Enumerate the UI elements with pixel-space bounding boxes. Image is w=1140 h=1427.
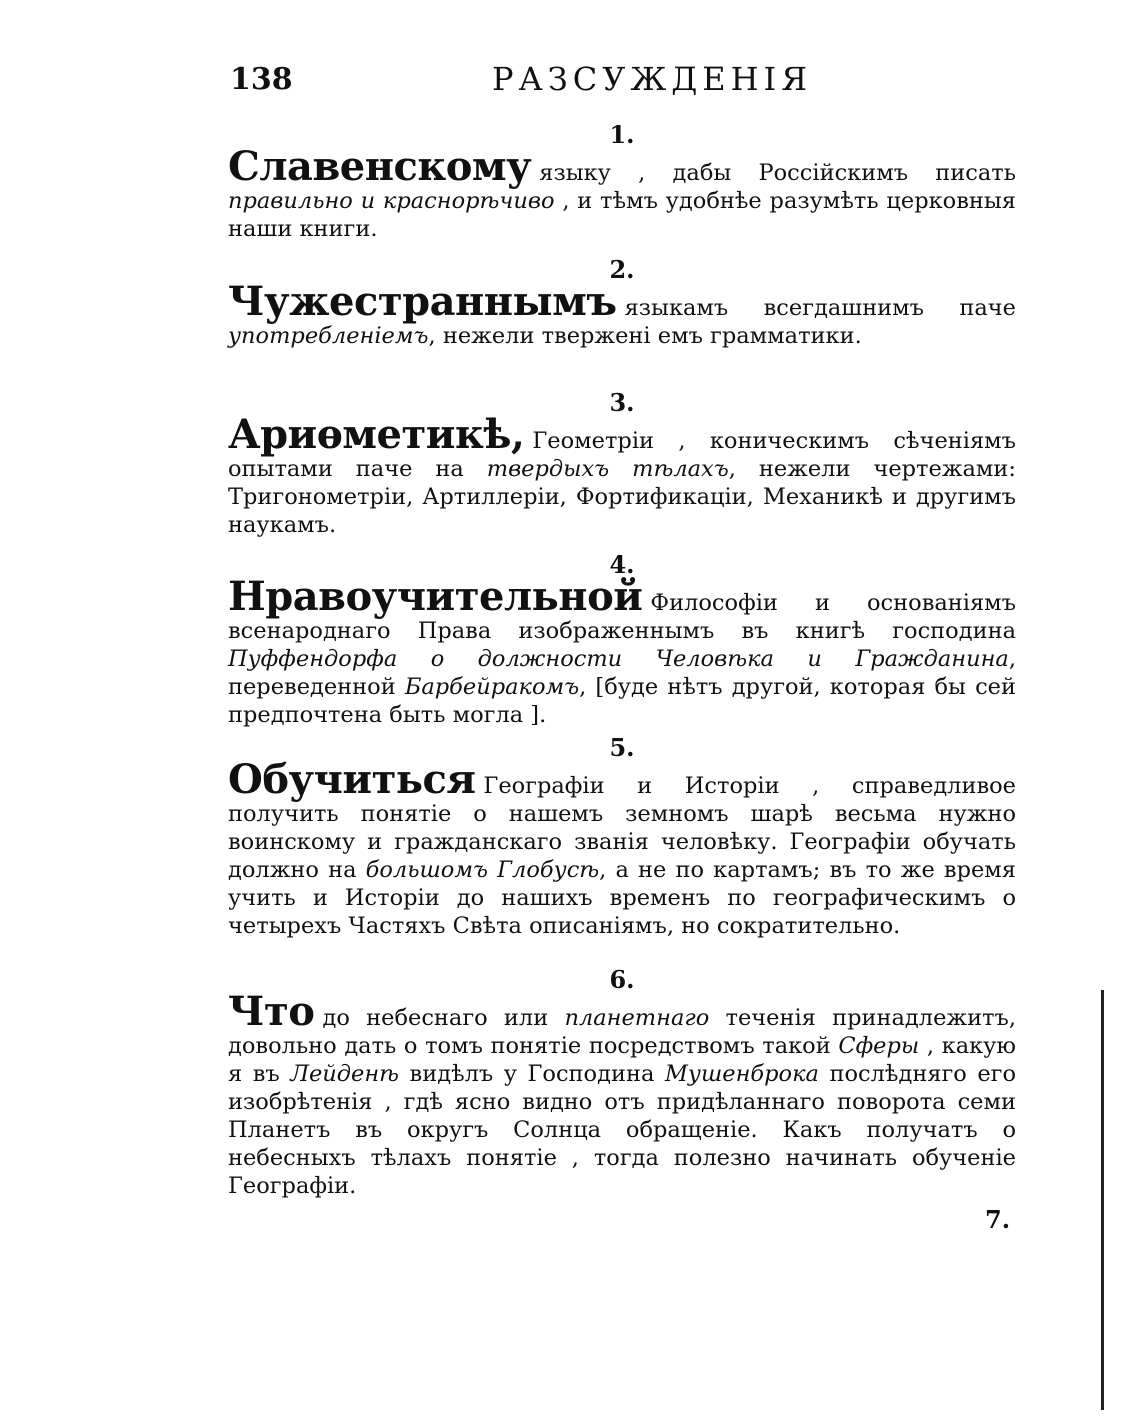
section-6 (228, 965, 1016, 1200)
text-run-italic: правильно и краснорѣчиво (228, 188, 555, 214)
text-run: , переведенной (228, 646, 1016, 700)
text-run-italic: планетнаго (564, 1005, 710, 1031)
text-run: послѣдняго его изобрѣтенія , гдѣ ясно видно отъ придѣланнаго поворота семи Планетъ въ округъ Солнца обращеніе. Какъ получатъ о небесныхъ тѣлахъ понятіе , тогда полезно начинать обученіе Географіи. (228, 1061, 1017, 1199)
text-run: Философіи и основаніямъ всенароднаго Права изображеннымъ въ книгѣ господина (228, 590, 1016, 644)
page-edge-line (1101, 990, 1104, 1410)
section-number: 2. (609, 255, 635, 284)
lead-word: Что (228, 988, 315, 1035)
lead-word: Славенскому (228, 143, 532, 190)
text-run-italic: Сферы (838, 1033, 920, 1059)
section-text (228, 143, 1016, 243)
text-run-italic: Пуффендорфа о должности Человѣка и Гражданина (228, 646, 1009, 672)
text-run-italic: твердыхъ тѣлахъ (486, 456, 729, 482)
text-run: , какую я въ (228, 1033, 1017, 1087)
text-run: Геометріи , коническимъ сѣченіямъ опытами паче на (228, 428, 1016, 482)
text-run: , нежели чертежами: Тригонометріи, Артиллеріи, Фортификаціи, Механикѣ и другимъ наукамъ. (228, 456, 1017, 538)
section-number: 3. (609, 388, 635, 417)
text-run: теченія принадлежитъ, довольно дать о томъ понятіе посредствомъ такой (228, 1005, 1016, 1059)
section-text (228, 573, 1016, 729)
text-run: видѣлъ у Господина (399, 1061, 665, 1087)
text-run-italic: Лейденѣ (290, 1061, 400, 1087)
section-number: 6. (609, 965, 635, 994)
text-run: , [буде нѣтъ другой, которая бы сей предпочтена быть могла ]. (228, 674, 1016, 728)
lead-word: Ариѳметикѣ, (228, 411, 525, 458)
lead-word: Нравоучительной (228, 573, 643, 620)
text-run-italic: большомъ Глобусѣ (365, 857, 600, 883)
text-run: языкамъ всегдашнимъ паче (624, 295, 1016, 321)
section-text (228, 411, 1017, 539)
section-number: 4. (609, 550, 635, 579)
section-2 (228, 255, 1016, 350)
text-run-italic: Мушенброка (664, 1061, 819, 1087)
section-number: 5. (609, 733, 635, 762)
running-head: РАЗСУЖДЕНІЯ (492, 60, 813, 98)
section-3 (228, 388, 1016, 539)
page-number: 138 (230, 62, 293, 97)
text-run: , а не по картамъ; въ то же время учить и Исторіи до нашихъ временъ по географическимъ о четырехъ Частяхъ Свѣта описаніямъ, но сократительно. (228, 857, 1016, 939)
lead-word: Обучиться (228, 756, 476, 803)
section-4 (228, 550, 1016, 729)
section-text (228, 278, 1016, 350)
text-run: до небеснаго или (322, 1005, 565, 1031)
text-run-italic: употребленіемъ (228, 323, 429, 349)
catchword: 7. (985, 1205, 1011, 1234)
text-run: языку , дабы Россійскимъ писать (539, 160, 1016, 186)
section-text (228, 988, 1017, 1200)
text-run: , и тѣмъ удобнѣе разумѣть церковныя наши книги. (228, 188, 1016, 242)
section-text (228, 756, 1016, 940)
section-1 (228, 120, 1016, 243)
section-number: 1. (609, 120, 635, 149)
lead-word: Чужестраннымъ (228, 278, 617, 325)
text-run: Географіи и Исторіи , справедливое получить понятіе о нашемъ земномъ шарѣ весьма нужно воинскому и гражданскаго званія человѣку. Географіи обучать должно на (228, 773, 1016, 883)
text-run: , нежели твержені емъ грамматики. (428, 323, 862, 349)
section-5 (228, 733, 1016, 940)
text-run-italic: Барбейракомъ (404, 674, 580, 700)
